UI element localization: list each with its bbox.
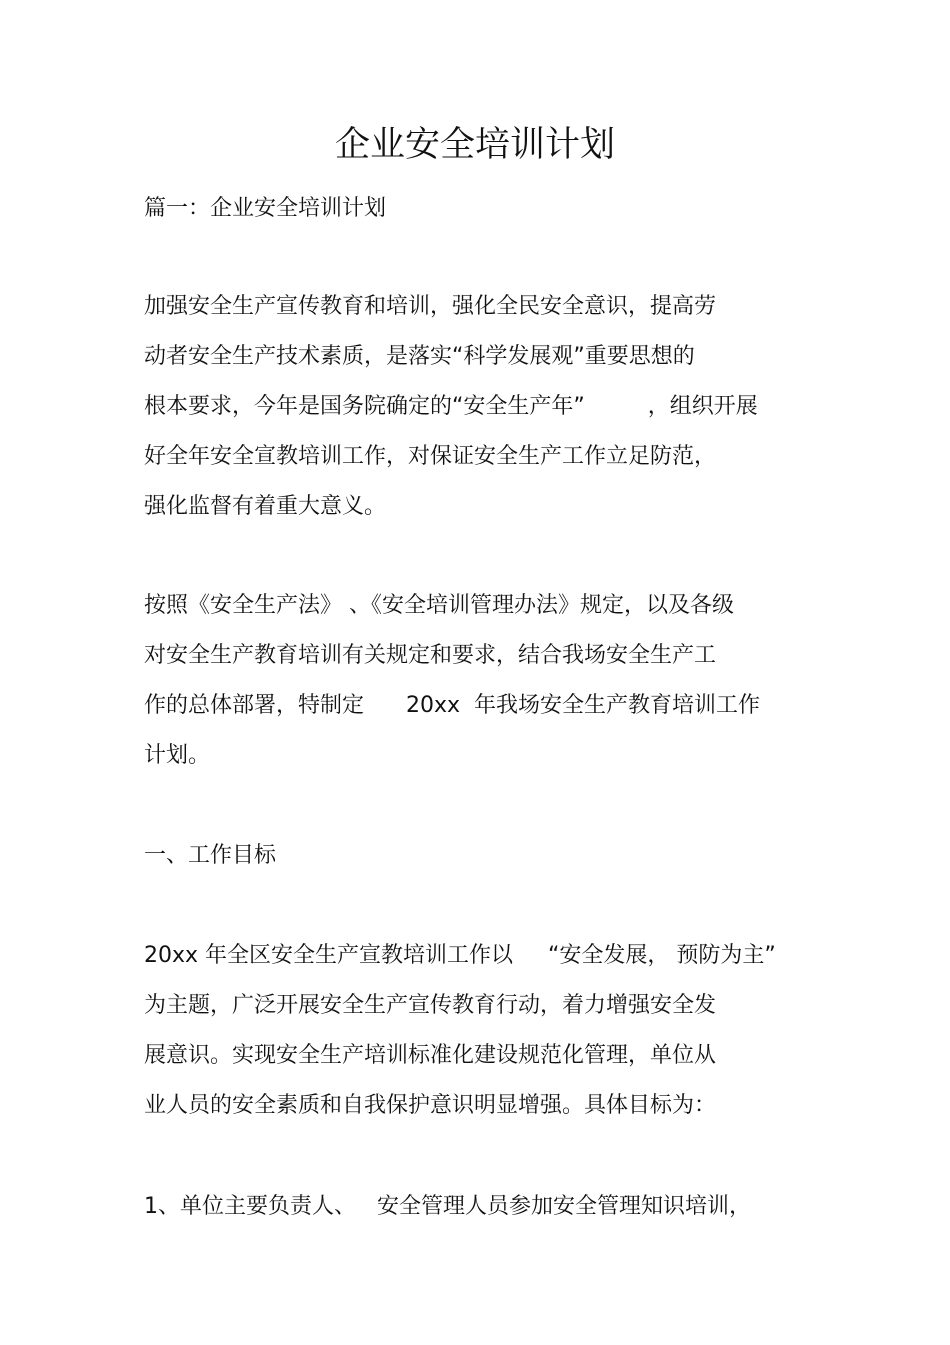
paragraph-3-line-4: 业人员的安全素质和自我保护意识明显增强。具体目标为：: [144, 1093, 717, 1118]
paragraph-1-line-3: 根本要求，今年是国务院确定的“安全生产年” ，组织开展: [144, 394, 758, 419]
paragraph-3-line-2: 为主题，广泛开展安全生产宣传教育行动，着力增强安全发: [144, 993, 717, 1018]
paragraph-1-line-5: 强化监督有着重大意义。: [144, 494, 387, 519]
paragraph-3-line-3: 展意识。实现安全生产培训标准化建设规范化管理，单位从: [144, 1043, 717, 1068]
paragraph-1-line-2: 动者安全生产技术素质，是落实“科学发展观”重要思想的: [144, 344, 695, 369]
document-subtitle: 篇一：企业安全培训计划: [144, 196, 387, 221]
paragraph-2-line-1: 按照《安全生产法》 、《安全培训管理办法》规定，以及各级: [144, 593, 734, 618]
paragraph-2-line-3: 作的总体部署，特制定 20xx 年我场安全生产教育培训工作: [144, 693, 760, 718]
document-title: 企业安全培训计划: [334, 125, 615, 165]
paragraph-2-line-2: 对安全生产教育培训有关规定和要求，结合我场安全生产工: [144, 643, 717, 668]
section-heading-work-goals: 一、工作目标: [144, 843, 277, 868]
paragraph-1-line-4: 好全年安全宣教培训工作，对保证安全生产工作立足防范，: [144, 444, 717, 469]
paragraph-1-line-1: 加强安全生产宣传教育和培训，强化全民安全意识，提高劳: [144, 294, 717, 319]
paragraph-2-line-4: 计划。: [144, 743, 211, 768]
paragraph-3-line-1: 20xx 年全区安全生产宣教培训工作以 “安全发展， 预防为主”: [144, 943, 776, 968]
list-item-1: 1、单位主要负责人、 安全管理人员参加安全管理知识培训，: [144, 1194, 751, 1219]
